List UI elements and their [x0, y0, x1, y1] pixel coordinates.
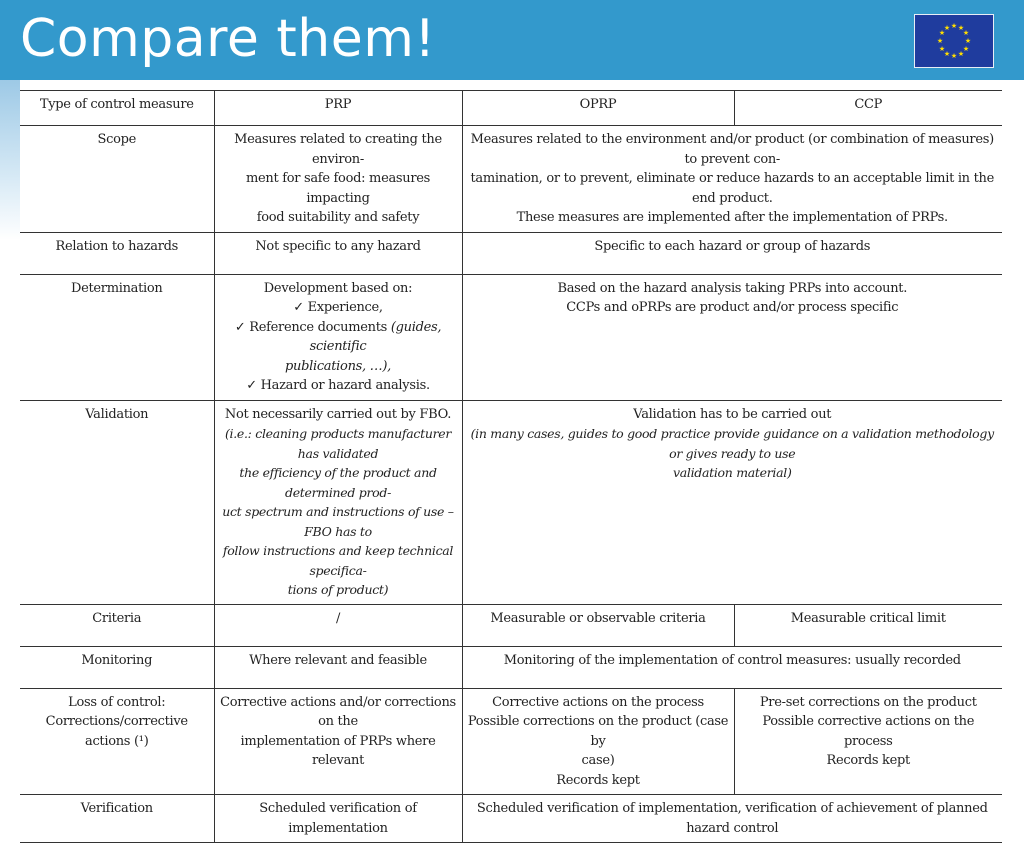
cell-prp: Measures related to creating the environ- ment for safe food: measures impacting food suitability and safety — [214, 126, 462, 233]
title-bar — [0, 0, 1024, 80]
row-label: Loss of control: Corrections/corrective actions (¹) — [20, 688, 214, 795]
cell-oprp-ccp: Validation has to be carried out (in many cases, guides to good practice provide guidance on a validation methodology or gives ready to use validation material) — [462, 400, 1002, 604]
svg-text:★: ★ — [962, 29, 970, 37]
cell-prp: / — [214, 604, 462, 646]
svg-text:★: ★ — [950, 22, 958, 30]
svg-text:★: ★ — [962, 45, 970, 53]
table-row-verification — [20, 795, 1002, 843]
svg-text:★: ★ — [957, 50, 965, 58]
table-row-determination — [20, 274, 1002, 400]
header-oprp: OPRP — [462, 91, 734, 126]
svg-text:★: ★ — [938, 45, 946, 53]
eu-flag-stars — [915, 15, 993, 67]
cell-oprp: Corrective actions on the process Possible corrections on the product (case by case) Records kept — [462, 688, 734, 795]
row-label: Scope — [20, 126, 214, 233]
cell-oprp-ccp: Monitoring of the implementation of control measures: usually recorded — [462, 646, 1002, 688]
cell-prp: Not specific to any hazard — [214, 232, 462, 274]
table-row-relation — [20, 232, 1002, 274]
table-header-row — [20, 91, 1002, 126]
svg-text:★: ★ — [943, 50, 951, 58]
row-label: Relation to hazards — [20, 232, 214, 274]
svg-text:★: ★ — [936, 37, 944, 45]
cell-oprp-ccp: Measures related to the environment and/or product (or combination of measures) to prevent con- tamination, or to prevent, eliminate or reduce hazards to an acceptable limit in the end product. These measures are implemented after the implementation of PRPs. — [462, 126, 1002, 233]
row-label: Monitoring — [20, 646, 214, 688]
header-type: Type of control measure — [20, 91, 214, 126]
table-row-loss-of-control — [20, 688, 1002, 795]
cell-prp: Development based on: ✓ Experience, ✓ Reference documents (guides, scientific publications, …), ✓ Hazard or hazard analysis. — [214, 274, 462, 400]
comparison-table — [20, 90, 1002, 843]
row-label: Validation — [20, 400, 214, 604]
row-label: Verification — [20, 795, 214, 843]
table-row-scope — [20, 126, 1002, 233]
cell-oprp-ccp: Specific to each hazard or group of hazards — [462, 232, 1002, 274]
cell-prp: Corrective actions and/or corrections on the implementation of PRPs where relevant — [214, 688, 462, 795]
svg-text:★: ★ — [957, 24, 965, 32]
header-ccp: CCP — [734, 91, 1002, 126]
decorative-swoosh — [0, 80, 20, 240]
eu-flag-icon — [914, 14, 994, 68]
table-row-validation — [20, 400, 1002, 604]
row-label: Determination — [20, 274, 214, 400]
cell-oprp-ccp: Based on the hazard analysis taking PRPs into account. CCPs and oPRPs are product and/or process specific — [462, 274, 1002, 400]
cell-ccp: Pre-set corrections on the product Possible corrective actions on the process Records kept — [734, 688, 1002, 795]
cell-prp: Scheduled verification of implementation — [214, 795, 462, 843]
cell-prp: Where relevant and feasible — [214, 646, 462, 688]
table-row-criteria — [20, 604, 1002, 646]
table-row-monitoring — [20, 646, 1002, 688]
cell-oprp: Measurable or observable criteria — [462, 604, 734, 646]
svg-text:★: ★ — [943, 24, 951, 32]
row-label: Criteria — [20, 604, 214, 646]
header-prp: PRP — [214, 91, 462, 126]
svg-text:★: ★ — [964, 37, 972, 45]
svg-text:★: ★ — [950, 52, 958, 60]
cell-ccp: Measurable critical limit — [734, 604, 1002, 646]
cell-oprp-ccp: Scheduled verification of implementation, verification of achievement of planned hazard control — [462, 795, 1002, 843]
cell-prp: Not necessarily carried out by FBO. (i.e.: cleaning products manufacturer has validated the efficiency of the product and determined prod- uct spectrum and instructions of use – FBO has to follow instructions and keep technical specifica- tions of product) — [214, 400, 462, 604]
slide-title: Compare them! — [20, 9, 436, 69]
svg-text:★: ★ — [938, 29, 946, 37]
